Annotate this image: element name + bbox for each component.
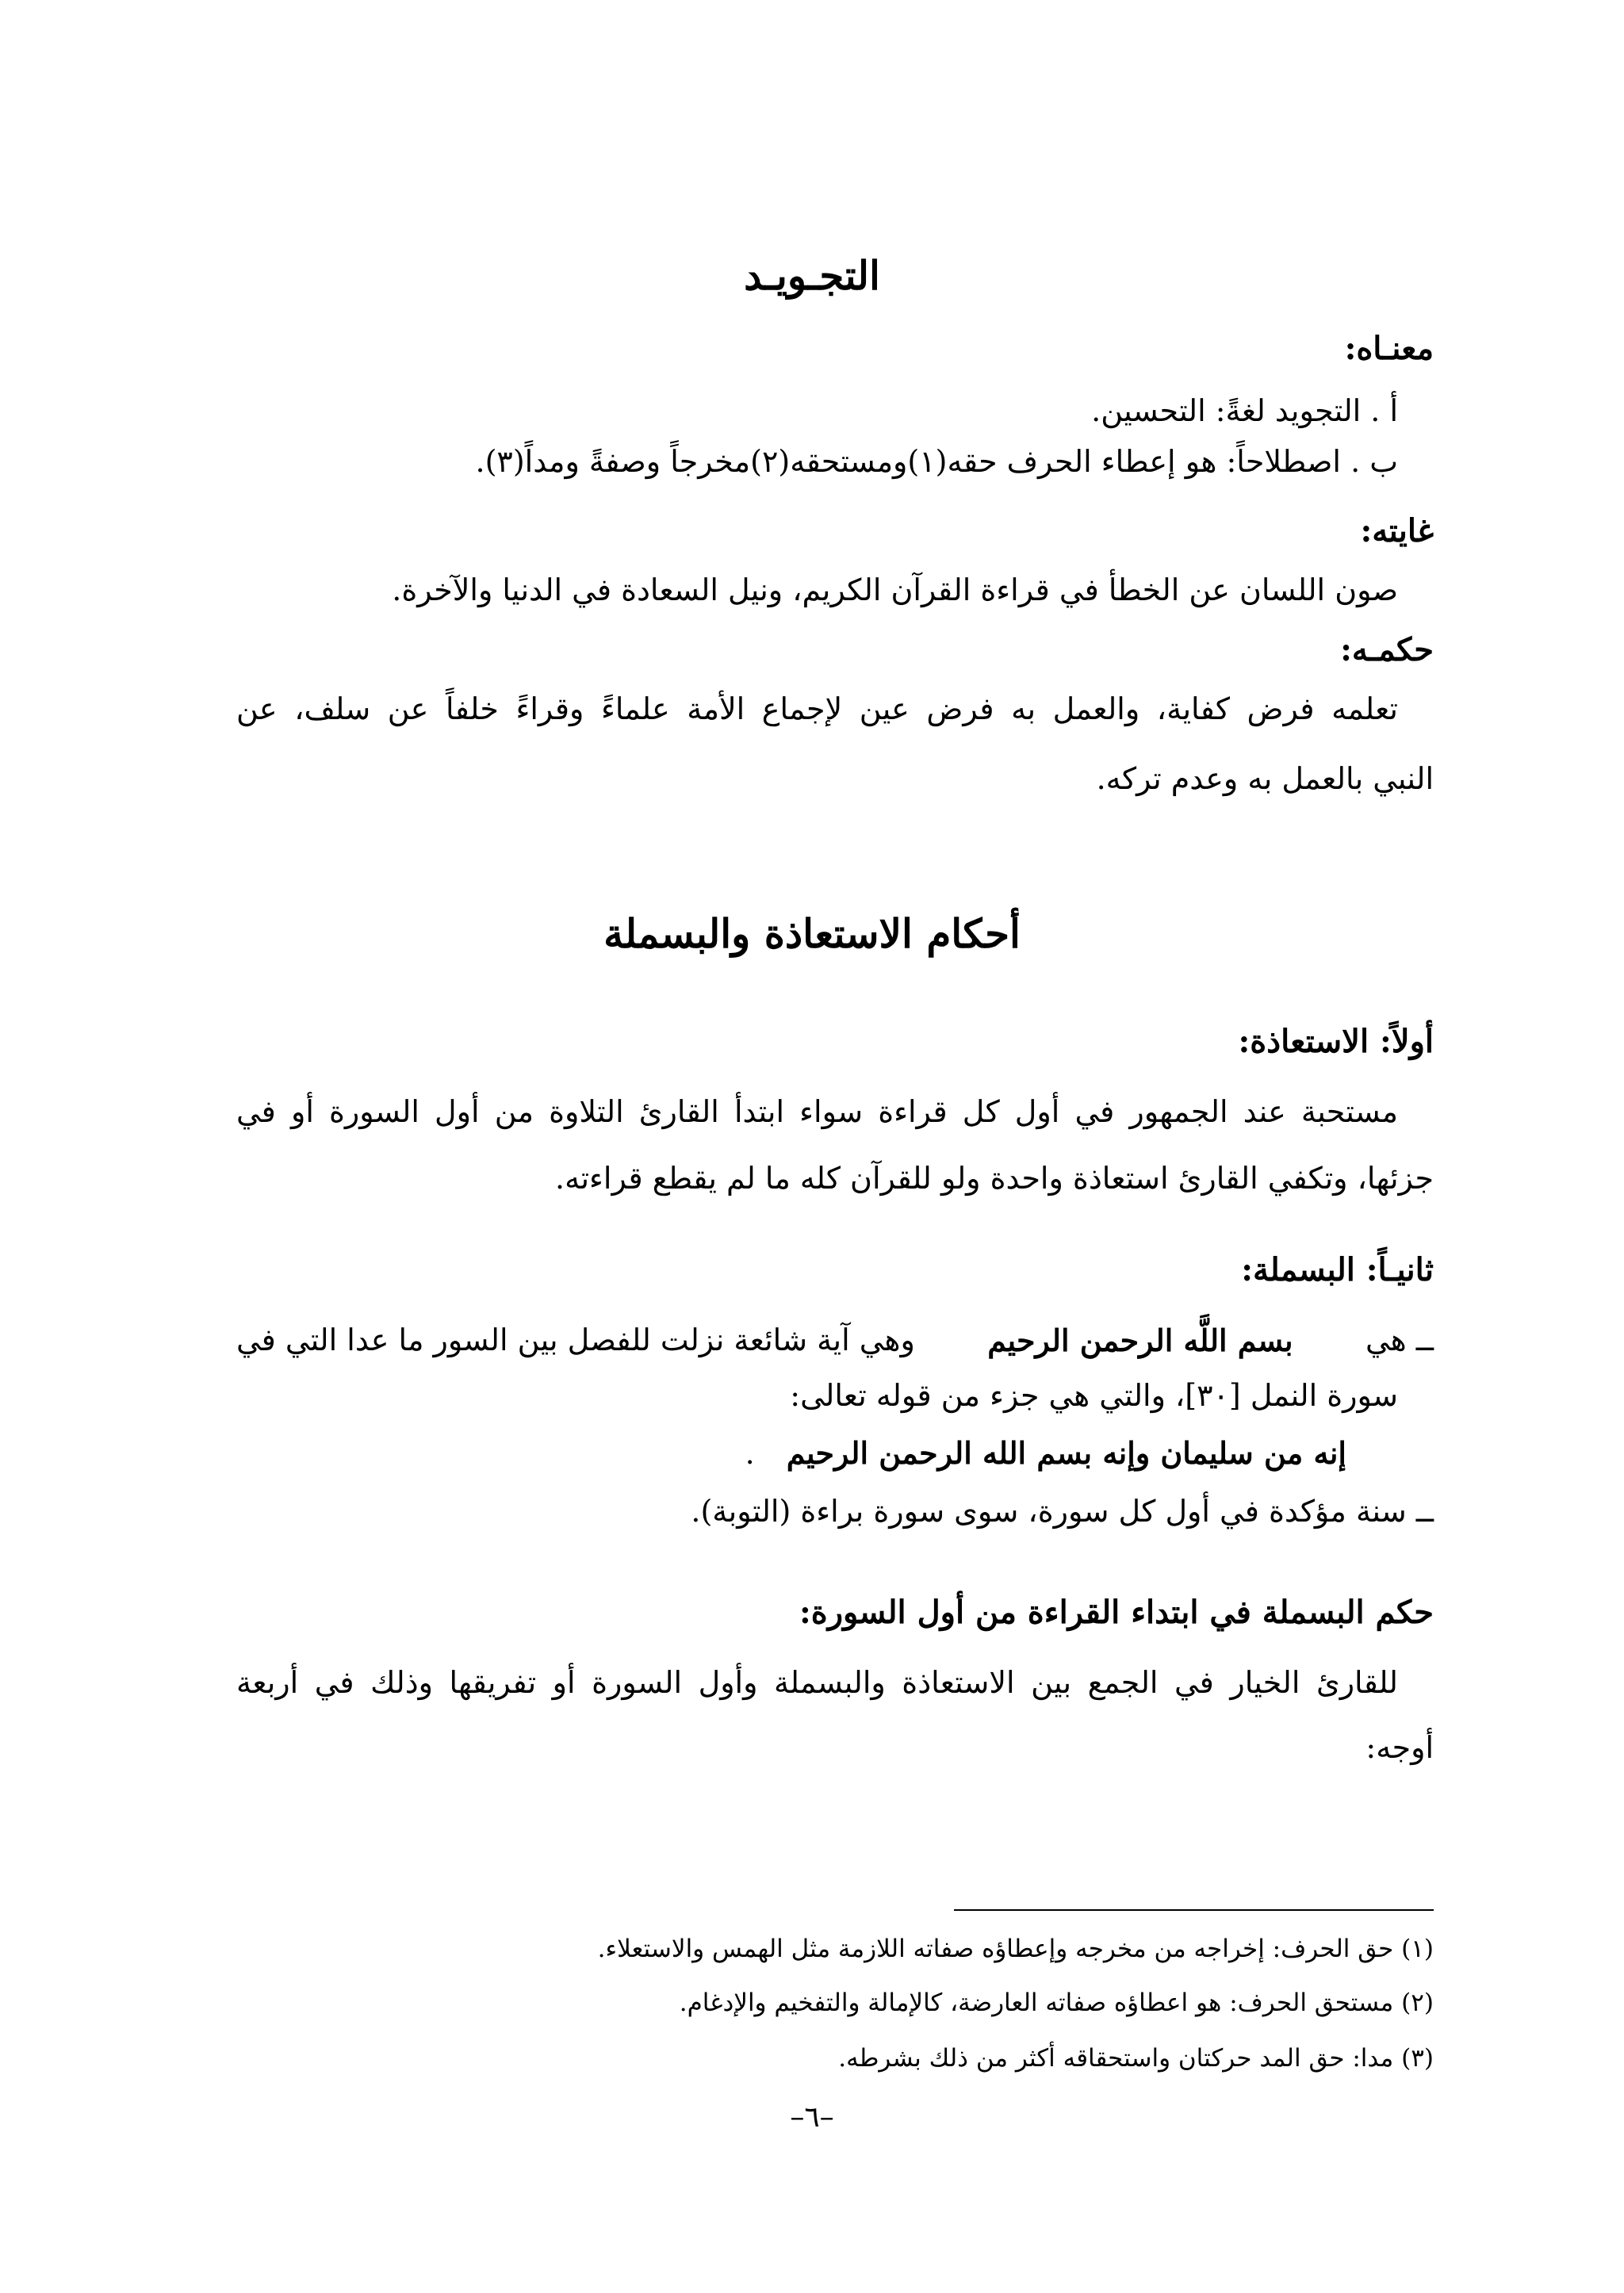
basmala-verse xyxy=(745,1435,1346,1471)
basmala-verse-text: إنه من سليمان وإنه بسم الله الرحمن الرحيم xyxy=(786,1435,1346,1471)
basmala-item-2: ــ سنة مؤكدة في أول كل سورة، سوى سورة براءة (التوبة). xyxy=(691,1494,1434,1529)
footnote-3: (٣) مدا: حق المد حركتان واستحقاقه أكثر من ذلك بشرطه. xyxy=(838,2044,1434,2073)
ruling-heading: حكمـه: xyxy=(1340,631,1434,668)
istiadha-line-2: جزئها، وتكفي القارئ استعاذة واحدة ولو للقرآن كله ما لم يقطع قراءته. xyxy=(555,1161,1434,1196)
meaning-heading: معنـاه: xyxy=(1344,330,1434,367)
basmala-item-1-line-2: سورة النمل [٣٠]، والتي هي جزء من قوله تعالى: xyxy=(790,1378,1398,1413)
meaning-technical: ب . اصطلاحاً: هو إعطاء الحرف حقه(١)ومستحقه(٢)مخرجاً وصفةً ومداً(٣). xyxy=(475,444,1398,479)
goal-text: صون اللسان عن الخطأ في قراءة القرآن الكريم، ونيل السعادة في الدنيا والآخرة. xyxy=(392,572,1398,607)
ruling-line-2: النبي بالعمل به وعدم تركه. xyxy=(1096,761,1434,796)
section-title-istiadha-basmala: أحكام الاستعاذة والبسملة xyxy=(603,910,1021,957)
istiadha-line-1: مستحبة عند الجمهور في أول كل قراءة سواء ابتدأ القارئ التلاوة من أول السورة أو في xyxy=(236,1094,1398,1129)
footnote-separator xyxy=(954,1909,1434,1911)
basmala-item-1-prefix: ــ هي xyxy=(1365,1323,1434,1357)
basmala-ruling-line-2: أوجه: xyxy=(1365,1730,1434,1765)
meaning-linguistic: أ . التجويد لغةً: التحسين. xyxy=(1091,393,1398,428)
basmala-ruling-heading: حكم البسملة في ابتداء القراءة من أول السورة: xyxy=(799,1594,1434,1631)
basmala-heading: ثانيـاً: البسملة: xyxy=(1241,1251,1434,1288)
section-title-tajweed: التجـويـد xyxy=(744,252,880,299)
ruling-line-1: تعلمه فرض كفاية، والعمل به فرض عين لإجماع الأمة علماءً وقراءً خلفاً عن سلف، عن xyxy=(236,691,1398,726)
basmala-verse-end: . xyxy=(745,1436,755,1471)
goal-heading: غايته: xyxy=(1360,512,1434,549)
page-number: –٦– xyxy=(790,2101,834,2134)
basmala-item-1 xyxy=(236,1323,1434,1358)
footnote-1: (١) حق الحرف: إخراجه من مخرجه وإعطاؤه صفاته اللازمة مثل الهمس والاستعلاء. xyxy=(597,1935,1434,1963)
basmala-item-1-bold: بسم اللَّه الرحمن الرحيم xyxy=(987,1323,1293,1358)
basmala-ruling-line-1: للقارئ الخيار في الجمع بين الاستعاذة والبسملة وأول السورة أو تفريقها وذلك في أربعة xyxy=(236,1665,1398,1700)
footnote-2: (٢) مستحق الحرف: هو اعطاؤه صفاته العارضة، كالإمالة والتفخيم والإدغام. xyxy=(679,1989,1434,2017)
istiadha-heading: أولاً: الاستعاذة: xyxy=(1238,1023,1434,1060)
basmala-item-1-rest: وهي آية شائعة نزلت للفصل بين السور ما عدا التي في xyxy=(236,1323,915,1357)
